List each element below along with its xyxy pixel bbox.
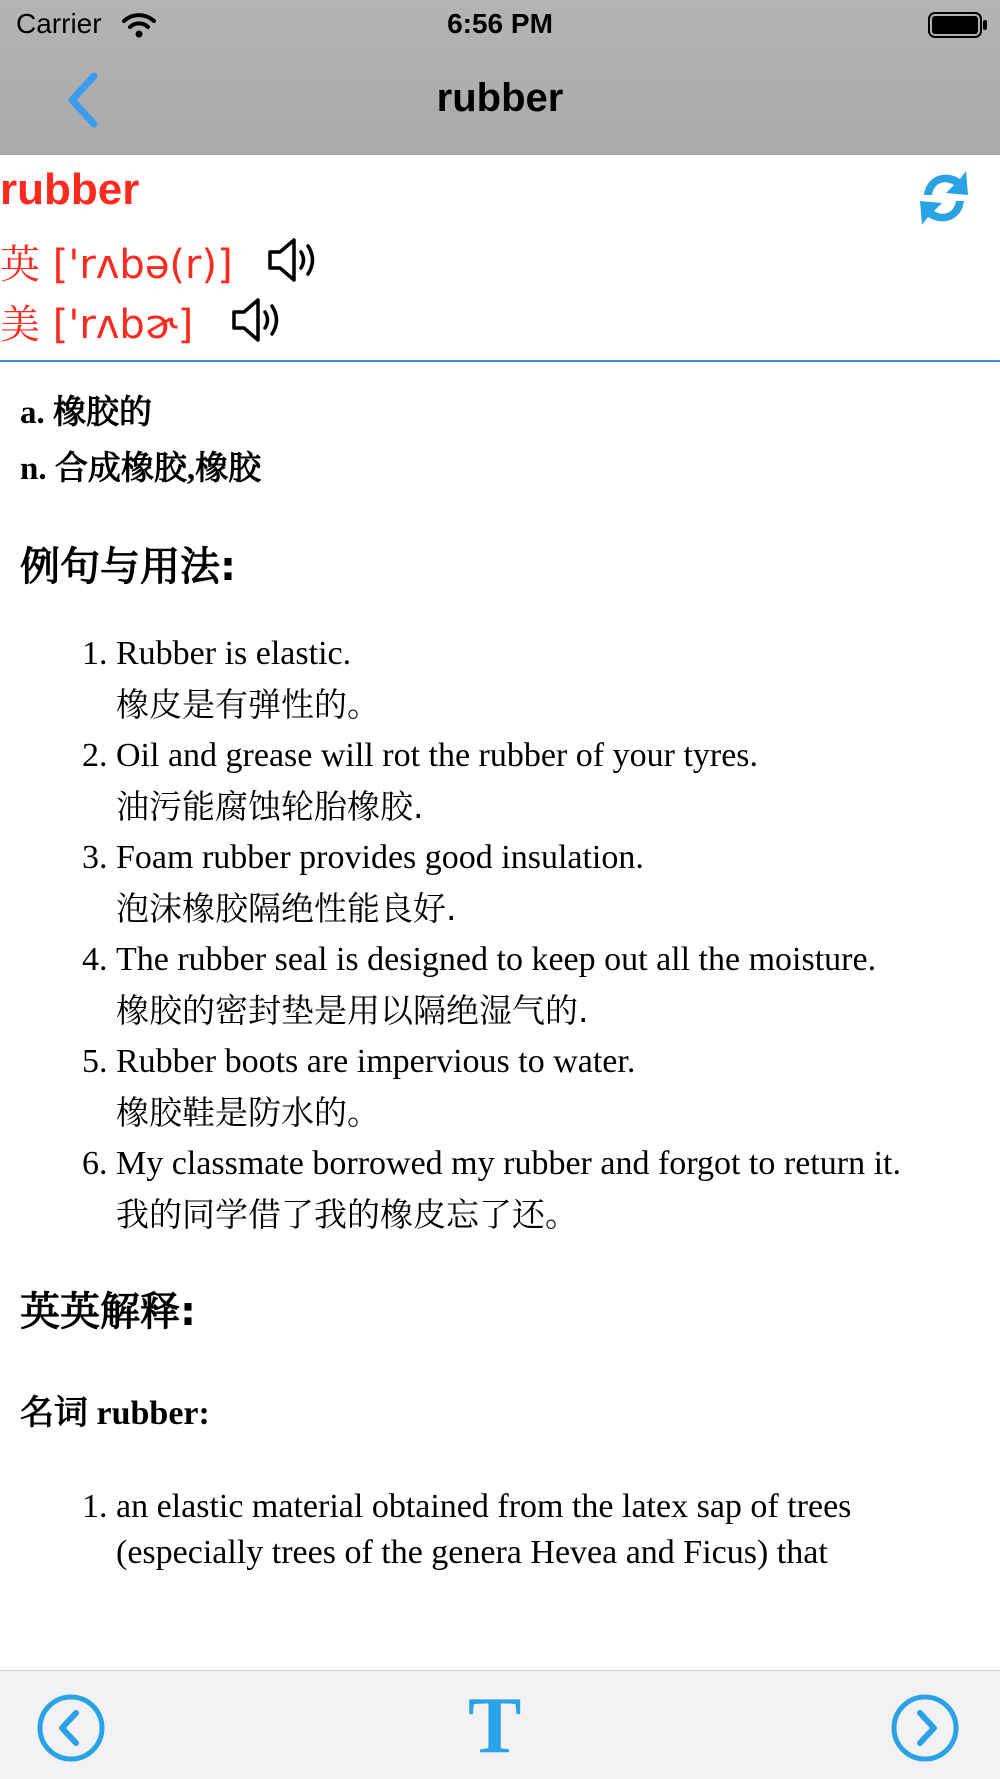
- list-item: [116, 1140, 980, 1242]
- page-title: rubber: [436, 76, 564, 120]
- list-item: [116, 1038, 980, 1140]
- bottom-toolbar: [0, 1670, 1000, 1779]
- english-definitions-list: [20, 1484, 980, 1576]
- definition-line: n. 合成橡胶,橡胶: [20, 451, 262, 487]
- next-circle-icon: [890, 1693, 960, 1763]
- refresh-button[interactable]: [916, 163, 972, 233]
- part-of-speech-heading: 名词 rubber:: [20, 1395, 210, 1432]
- prev-circle-icon: [36, 1693, 106, 1763]
- english-definitions-heading: 英英解释:: [20, 1289, 196, 1335]
- battery-icon: [928, 12, 988, 42]
- example-chinese: 橡皮是有弹性的。: [116, 685, 380, 724]
- play-uk-audio-button[interactable]: [266, 235, 322, 289]
- examples-heading: 例句与用法:: [20, 544, 236, 590]
- example-chinese: 橡胶鞋是防水的。: [116, 1093, 380, 1132]
- list-item: [116, 732, 980, 834]
- example-chinese: 我的同学借了我的橡皮忘了还。: [116, 1195, 578, 1234]
- example-english: 2. Oil and grease will rot the rubber of your tyres.: [116, 737, 759, 774]
- list-item: [116, 834, 980, 936]
- examples-list: [20, 630, 980, 1242]
- speaker-icon: [266, 235, 322, 285]
- font-size-icon[interactable]: T: [468, 1682, 522, 1770]
- status-bar: [0, 0, 1000, 50]
- status-time: 6:56 PM: [447, 8, 553, 39]
- carrier-label: Carrier: [16, 8, 102, 39]
- pronunciation-us: 美 ['rʌbɚ]: [0, 302, 194, 348]
- example-english: 6. My classmate borrowed my rubber and forgot to return it.: [116, 1145, 901, 1182]
- refresh-icon: [916, 163, 972, 233]
- example-english: 3. Foam rubber provides good insulation.: [116, 839, 644, 876]
- headword: rubber: [0, 165, 140, 214]
- example-chinese: 橡胶的密封垫是用以隔绝湿气的.: [116, 991, 589, 1030]
- example-english: 4. The rubber seal is designed to keep out all the moisture.: [116, 941, 877, 978]
- example-chinese: 油污能腐蚀轮胎橡胶.: [116, 787, 424, 826]
- navigation-bar: [0, 0, 1000, 155]
- list-item: [116, 630, 980, 732]
- speaker-icon: [230, 295, 286, 345]
- definition-line: a. 橡胶的: [20, 395, 152, 431]
- next-word-button[interactable]: [890, 1693, 960, 1767]
- example-chinese: 泡沫橡胶隔绝性能良好.: [116, 889, 457, 928]
- list-item: 1. an elastic material obtained from the latex sap of trees (especially trees of the genera Hevea and Ficus) that: [116, 1484, 980, 1576]
- list-item: [116, 936, 980, 1038]
- definitions: [20, 385, 980, 497]
- definition-content[interactable]: [20, 385, 980, 1670]
- example-english: 5. Rubber boots are impervious to water.: [116, 1043, 636, 1080]
- play-us-audio-button[interactable]: [230, 295, 286, 349]
- word-header: [0, 155, 1000, 362]
- example-english: 1. Rubber is elastic.: [116, 635, 352, 672]
- previous-word-button[interactable]: [36, 1693, 106, 1767]
- pronunciation-uk: 英 ['rʌbə(r)]: [0, 242, 233, 288]
